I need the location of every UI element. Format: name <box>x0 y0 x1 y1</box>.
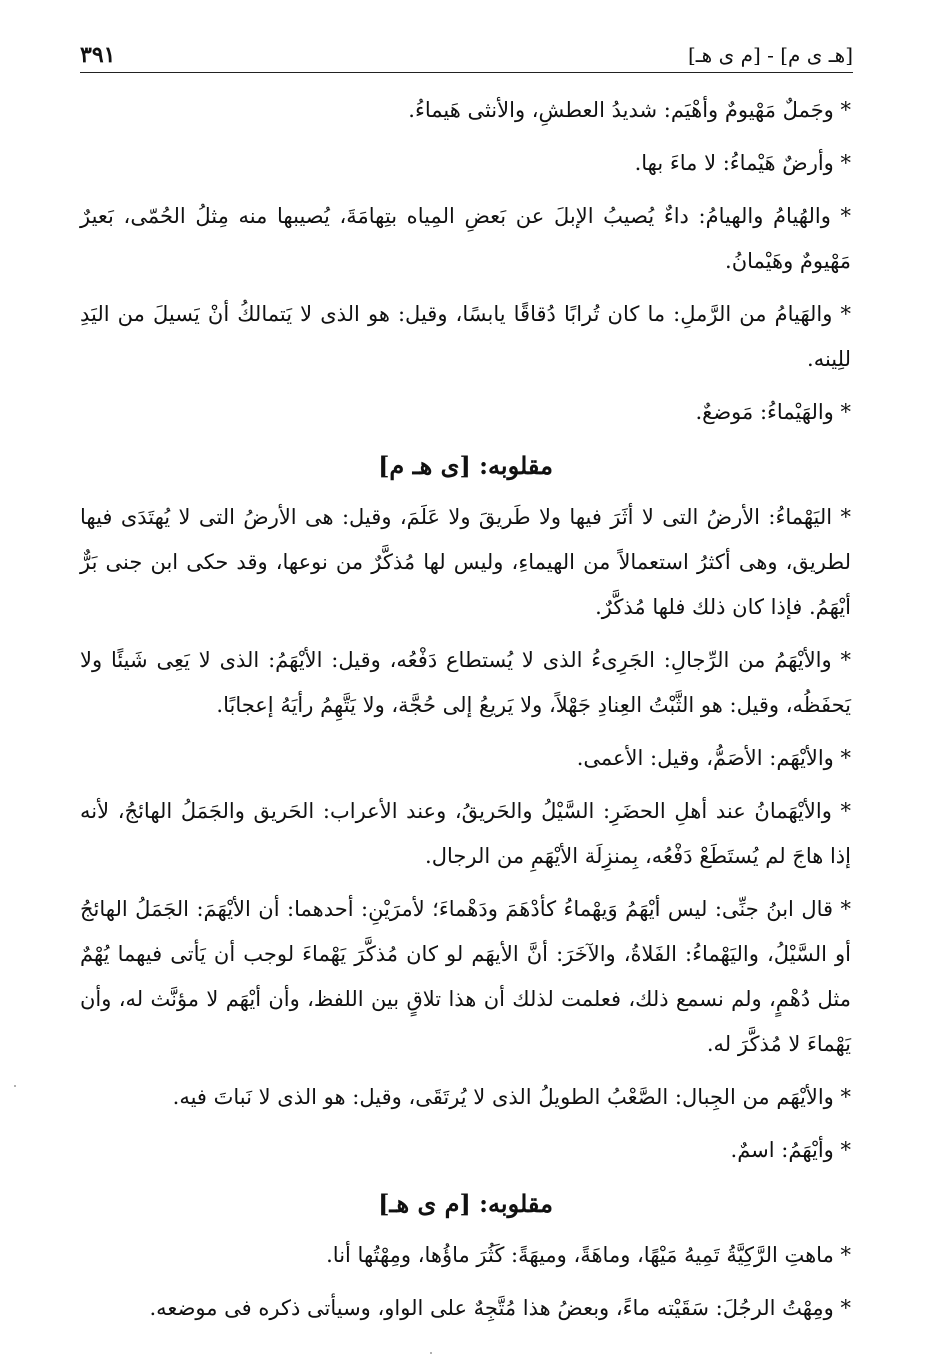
entry-paragraph: * والهَيْماءُ: مَوضعٌ. <box>695 400 851 424</box>
entry-paragraph: * اليَهْماءُ: الأرضُ التى لا أثَرَ فيها ولا طَريقَ ولا عَلَمَ، وقيل: هى الأرضُ التى لا يُهتَدَى فيها لطريق، وهى أكثرُ استعمالاً من الهيماءِ، وليس لها مُذكَّرٌ من نوعها، وقد حكى ابن جنى بَرٌّ أيْهَمُ. فإذا كان ذلك فلها مُذكَّرٌ. <box>80 505 851 619</box>
section-heading: مقلوبه: [م ى هـ] <box>378 1189 553 1218</box>
entry-paragraph: * والهَيامُ من الرَّملِ: ما كان تُرابًا دُقاقًا يابسًا، وقيل: هو الذى لا يَتمالكُ أنْ يَسيلَ من اليَدِ للِينه. <box>80 302 851 371</box>
page-body <box>80 88 851 1339</box>
entry-paragraph: * والأيْهَمُ من الرِّجالِ: الجَرِىءُ الذى لا يُستطاع دَفْعُه، وقيل: الأيْهَمُ: الذى لا يَعِى شَيئًا ولا يَحفَظُه، وقيل: هو الثَّبْتُ العِنادِ جَهْلاً، ولا يَريعُ إلى حُجَّة، ولا يَتَّهِمُ رأيَهُ إعجابًا. <box>80 648 851 717</box>
section-heading: مقلوبه: [ى هـ م] <box>378 451 553 480</box>
entry-paragraph: * والأيْهَمانُ عند أهلِ الحضَرِ: السَّيْلُ والحَريقُ، وعند الأعراب: الحَريق والجَمَلُ الهائجُ، لأنه إذا هاجَ لم يُستَطَعْ دَفْعُه، بِمنزِلَة الأيْهَمِ من الرجال. <box>80 799 851 868</box>
entry-paragraph: * والهُيامُ والهيامُ: داءٌ يُصيبُ الإبلَ عن بَعضِ المِياه بتِهامَةَ، يُصيبها منه مِثلُ الحُمّى، بَعيرٌ مَهْيومٌ وهَيْمانُ. <box>80 204 851 273</box>
page-header <box>80 38 853 73</box>
entry-paragraph: * ومِهْتُ الرجُلَ: سَقَيْته ماءً، وبعضُ هذا مُتَّجِهٌ على الواو، وسيأتى ذكره فى موضعه. <box>149 1296 851 1320</box>
entry-paragraph: * وجَملٌ مَهْيومٌ وأهْيَم: شديدُ العطشِ، والأنثى هَيماءُ. <box>408 98 851 122</box>
entry-paragraph: * قال ابنُ جنِّى: ليس أيْهَمُ وَيهْماءُ كأدْهَمَ ودَهْماءَ؛ لأمرَيْنِ: أحدهما: أن الأيْهَمَ: الجَمَلُ الهائجُ أو السَّيْلُ، واليَهْماءُ: الفَلاةُ، والآخَرَ: أنَّ الأيهَم لو كان مُذكَّرَ يَهْماءَ لوجب أن يَأتى فيهما يُهْمٌ مثل دُهْمٍ، ولم نسمع ذلك، فعلمت لذلك أن هذا تلاقٍ بين اللفظ، وأن أيْهَم لا مؤنَّث له، وأن يَهْماءَ لا مُذكَّرَ له. <box>80 897 851 1056</box>
entry-paragraph: * ماهتِ الرَّكِيَّةُ تَمِيهُ مَيْهًا، وماهَةً، وميهَةً: كَثُرَ ماؤُها، ومِهْتُها أنا. <box>326 1243 851 1267</box>
entry-paragraph: * وأيْهَمُ: اسمٌ. <box>730 1138 851 1162</box>
entry-paragraph: * وأرضٌ هَيْماءُ: لا ماءَ بها. <box>634 151 851 175</box>
running-head: [هـ ى م] - [م ى هـ] <box>688 43 853 67</box>
entry-paragraph: * والأيْهَم: الأصَمُّ، وقيل: الأعمى. <box>576 746 851 770</box>
entry-paragraph: * والأيْهَم من الجِبال: الصَّعْبُ الطويلُ الذى لا يُرتَقَى، وقيل: هو الذى لا نَباتَ فيه. <box>172 1085 851 1109</box>
scan-speck <box>14 1085 16 1087</box>
scan-speck <box>430 1352 432 1354</box>
page-number: ٣٩١ <box>80 42 116 68</box>
